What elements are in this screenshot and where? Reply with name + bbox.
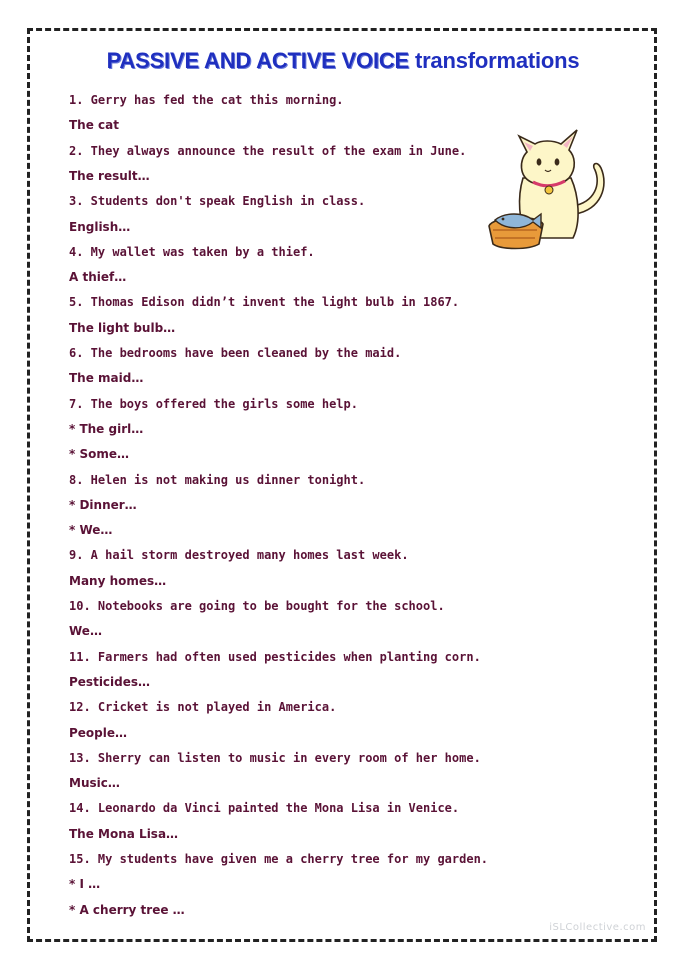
title-sub: transformations <box>414 48 580 73</box>
answer-prompt: The result… <box>69 168 150 183</box>
site-watermark: iSLCollective.com <box>549 922 646 933</box>
exercise-sentence: 7. The boys offered the girls some help. <box>69 396 358 411</box>
answer-prompt: * We… <box>69 523 113 538</box>
worksheet-title <box>0 48 686 74</box>
exercise-sentence: 9. A hail storm destroyed many homes last week. <box>69 548 409 563</box>
answer-prompt: * Some… <box>69 447 129 462</box>
exercise-sentence: 10. Notebooks are going to be bought for the school. <box>69 599 445 613</box>
title-main: PASSIVE AND ACTIVE VOICE <box>106 48 410 73</box>
answer-prompt: * I … <box>69 877 101 892</box>
exercise-sentence: 3. Students don't speak English in class. <box>69 194 366 209</box>
answer-prompt: Many homes… <box>69 573 167 588</box>
exercise-sentence: 2. They always announce the result of the exam in June. <box>69 143 467 158</box>
answer-prompt: * The girl… <box>69 421 144 436</box>
exercise-sentence: 6. The bedrooms have been cleaned by the maid. <box>69 346 402 360</box>
exercise-sentence: 8. Helen is not making us dinner tonight. <box>69 472 366 487</box>
answer-prompt: The light bulb… <box>69 320 176 335</box>
answer-prompt: People… <box>69 725 128 740</box>
answer-prompt: English… <box>69 219 131 234</box>
exercise-sentence: 12. Cricket is not played in America. <box>69 700 337 715</box>
exercise-sentence: 4. My wallet was taken by a thief. <box>69 244 315 259</box>
exercise-sentence: 15. My students have given me a cherry tree for my garden. <box>69 852 489 866</box>
answer-prompt: Music… <box>69 776 120 791</box>
exercise-sentence: 1. Gerry has fed the cat this morning. <box>69 93 344 107</box>
cat-with-fish-bowl-icon <box>483 118 615 254</box>
exercise-sentence: 13. Sherry can listen to music in every room of her home. <box>69 750 481 765</box>
exercise-sentence: 5. Thomas Edison didn’t invent the light bulb in 1867. <box>69 295 460 310</box>
answer-prompt: * A cherry tree … <box>69 902 185 917</box>
answer-prompt: The cat <box>69 118 119 133</box>
answer-prompt: * Dinner… <box>69 497 137 512</box>
exercise-sentence: 11. Farmers had often used pesticides when planting corn. <box>69 649 481 664</box>
answer-prompt: The Mona Lisa… <box>69 826 179 841</box>
answer-prompt: Pesticides… <box>69 674 151 689</box>
answer-prompt: We… <box>69 624 102 639</box>
answer-prompt: A thief… <box>69 270 127 285</box>
exercise-sentence: 14. Leonardo da Vinci painted the Mona Lisa in Venice. <box>69 801 460 816</box>
answer-prompt: The maid… <box>69 371 144 386</box>
